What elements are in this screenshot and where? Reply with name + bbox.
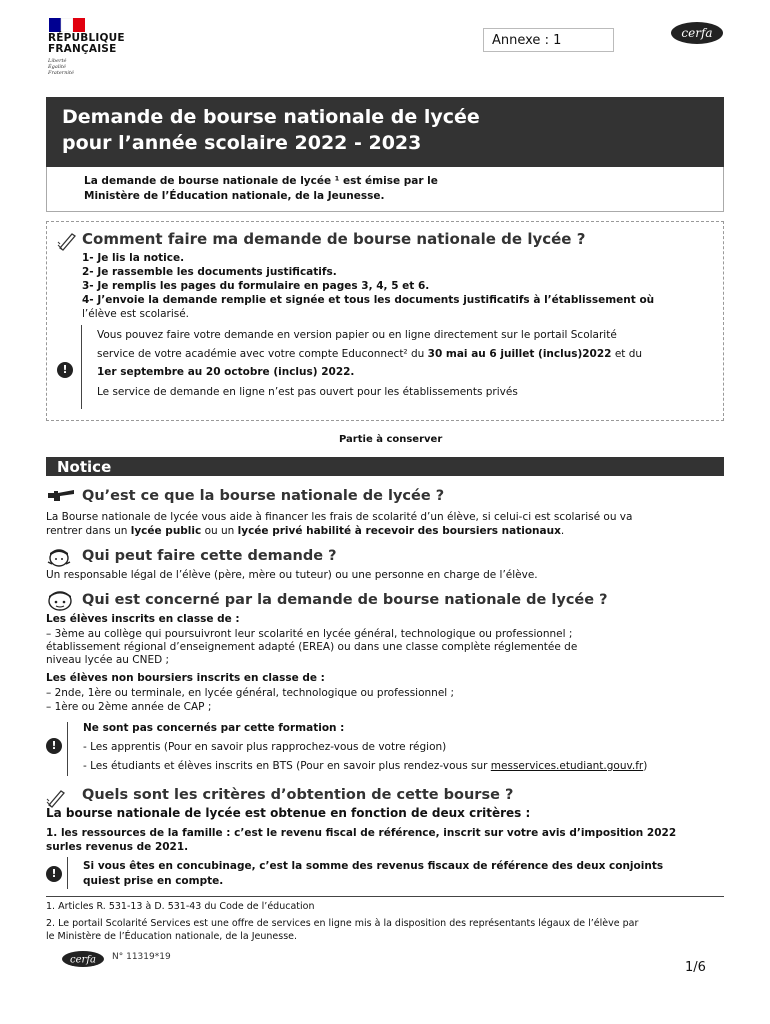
page-title-line1: Demande de bourse nationale de lycée [62,106,480,128]
pointing-hand-icon [46,488,76,504]
marianne-logo [49,18,85,32]
messervices-link[interactable]: messervices.etudiant.gouv.fr [490,760,644,772]
step-2: 2- Je rassemble les documents justificatifs. [82,266,337,278]
info-line3: 1er septembre au 20 octobre (inclus) 2022. [97,366,355,378]
info-line2: service de votre académie avec votre compte Educonnect² du 30 mai au 6 juillet (inclus)2022 et du [97,348,643,360]
warning-icon: ! [46,738,62,754]
step-4: 4- J’envoie la demande remplie et signée et tous les documents justificatifs à l’établissement où [82,294,655,306]
footnote-divider [46,896,724,897]
notice-banner [46,457,724,476]
concubinage-line1: Si vous êtes en concubinage, c’est la somme des revenus fiscaux de référence des deux conjoints [83,860,664,872]
not-concerned-title: Ne sont pas concernés par cette formation : [83,722,345,734]
q3-item1-cont2: niveau lycée au CNED ; [46,654,170,666]
republic-name: RÉPUBLIQUE FRANÇAISE [48,32,125,55]
subtitle-line1: La demande de bourse nationale de lycée ¹ est émise par le [84,175,438,187]
q3-item1: – 3ème au collège qui poursuivront leur scolarité en lycée général, technologique ou professionnel ; [46,628,573,640]
pen-icon [57,231,79,251]
q3-heading1: Les élèves inscrits en classe de : [46,613,240,625]
notice-title: Notice [57,458,112,476]
footnote-2-cont: le Ministère de l’Éducation nationale, de la Jeunesse. [46,931,298,942]
q3-item3: – 1ère ou 2ème année de CAP ; [46,701,212,713]
footnote-1: 1. Articles R. 531-13 à D. 531-43 du Code de l’éducation [46,901,315,912]
q4-title: Quels sont les critères d’obtention de cette bourse ? [82,787,514,803]
annexe-box: Annexe : 1 [483,28,614,52]
q3-item2: – 2nde, 1ère ou terminale, en lycée général, technologique ou professionnel ; [46,687,455,699]
q1-text-line1: La Bourse nationale de lycée vous aide à financer les frais de scolarité d’un élève, si celui-ci est scolarisé ou va [46,511,633,523]
concubinage-divider [67,857,68,889]
page-number: 1/6 [685,960,706,975]
cerfa-number: N° 11319*19 [112,952,171,962]
info-line1: Vous pouvez faire votre demande en version papier ou en ligne directement sur le portail Scolarité [97,329,617,341]
q4-criterion1-cont: surles revenus de 2021. [46,841,189,853]
person-icon [46,548,72,568]
concubinage-line2: quiest prise en compte. [83,875,224,887]
q4-criterion1: 1. les ressources de la famille : c’est le revenu fiscal de référence, inscrit sur votre avis d’imposition 2022 [46,827,677,839]
page-title-line2: pour l’année scolaire 2022 - 2023 [62,132,422,154]
q1-title: Qu’est ce que la bourse nationale de lycée ? [82,488,445,504]
q1-text-line2: rentrer dans un lycée public ou un lycée privé habilité à recevoir des boursiers nationaux. [46,525,565,537]
cerfa-logo [61,950,105,968]
q2-text: Un responsable légal de l’élève (père, mère ou tuteur) ou une personne en charge de l’élève. [46,569,538,581]
step-3: 3- Je remplis les pages du formulaire en pages 3, 4, 5 et 6. [82,280,430,292]
svg-text:cerfa: cerfa [70,954,96,966]
how-title: Comment faire ma demande de bourse nationale de lycée ? [82,230,586,248]
warning-icon: ! [46,866,62,882]
footnote-2: 2. Le portail Scolarité Services est une offre de services en ligne mis à la disposition des représentants légaux de l’élève par [46,918,639,929]
info-divider [81,325,82,409]
warning-icon: ! [57,362,73,378]
not-concerned-divider [67,722,68,776]
pen-icon [46,788,68,808]
q2-title: Qui peut faire cette demande ? [82,548,337,564]
q3-heading2: Les élèves non boursiers inscrits en classe de : [46,672,325,684]
step-1: 1- Je lis la notice. [82,252,185,264]
q3-title: Qui est concerné par la demande de bourse nationale de lycée ? [82,592,608,608]
step-4-cont: l’élève est scolarisé. [82,308,190,320]
face-icon [46,590,74,612]
cerfa-logo [670,21,724,45]
q3-item1-cont1: établissement régional d’enseignement adapté (EREA) ou dans une classe complète réglementée de [46,641,578,653]
not-concerned-item2: - Les étudiants et élèves inscrits en BTS (Pour en savoir plus rendez-vous sur messervices.etudiant.gouv.fr) [83,760,648,772]
partie-a-conserver: Partie à conserver [339,434,443,445]
svg-text:cerfa: cerfa [681,26,713,40]
not-concerned-item1: - Les apprentis (Pour en savoir plus rapprochez-vous de votre région) [83,741,447,753]
info-line4: Le service de demande en ligne n’est pas ouvert pour les établissements privés [97,386,518,398]
republic-motto: Liberté Égalité Fraternité [48,58,74,76]
q4-heading: La bourse nationale de lycée est obtenue en fonction de deux critères : [46,806,531,820]
subtitle-line2: Ministère de l’Éducation nationale, de la Jeunesse. [84,190,385,202]
